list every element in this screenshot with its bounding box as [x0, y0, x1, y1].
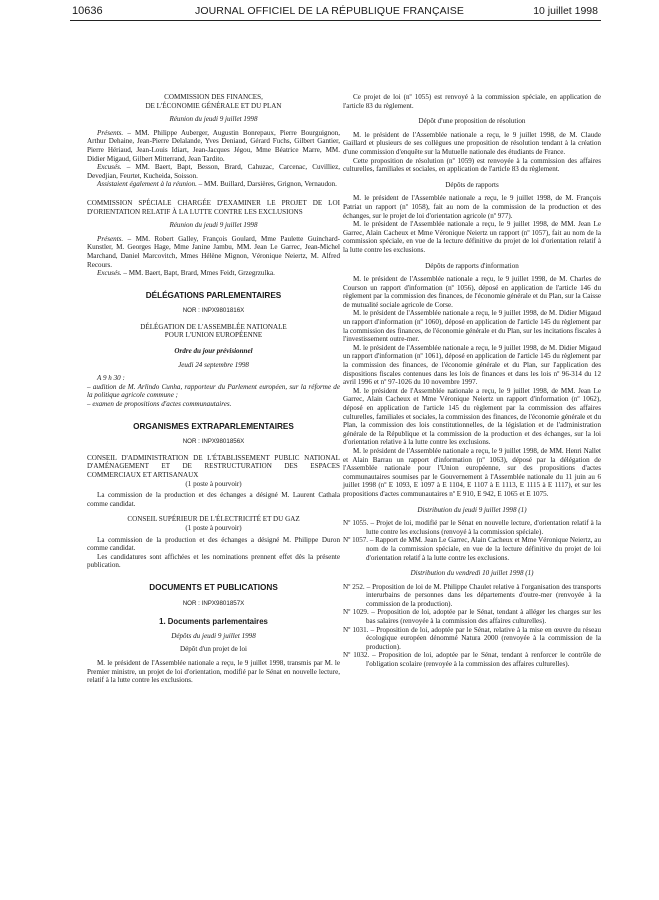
commission-title: DE L'ÉCONOMIE GÉNÉRALE ET DU PLAN	[145, 101, 282, 110]
distribution-item	[343, 536, 601, 562]
section-heading: DÉLÉGATIONS PARLEMENTAIRES	[145, 290, 282, 300]
right-column	[343, 93, 601, 669]
presents-list: – MM. Philippe Auberger, Augustin Bonrepaux, Pierre Bourguignon, Arthur Dehaine, Jean-Pierre Delalande, Yves Deniaud, Gérard Fuchs, Gilbert Gantier, Pierre Hériaud, Jean-Louis Idiart, Jean-Jacques Jégou, Mme Béatrice Marre, MM. Didier Migaud, Gilbert Mitterrand, Jean Tardito.	[87, 128, 340, 163]
subsection-heading: 1. Documents parlementaires	[159, 617, 268, 627]
excuses-paragraph	[87, 163, 340, 180]
nor-reference: NOR : INPX9801857X	[182, 599, 245, 607]
agenda-item: – examen de propositions d'actes communautaires.	[87, 400, 232, 409]
commission-title: COMMISSION SPÉCIALE CHARGÉE D'EXAMINER LE PROJET DE LOI D'ORIENTATION RELATIF À LA LUTTE CONTRE LES EXCLUSIONS	[87, 198, 340, 216]
page-number: 10636	[72, 5, 103, 17]
presents-paragraph	[87, 235, 340, 269]
presents-label: Présents.	[97, 234, 124, 243]
agenda-time: A 9 h 30 :	[97, 374, 125, 383]
distribution-number: Nº 1032.	[343, 651, 370, 660]
distribution-item	[343, 583, 601, 609]
distribution-number: Nº 1031.	[343, 625, 369, 634]
rapport-info-text: M. le président de l'Assemblée nationale a reçu, le 9 juillet 1998, de M. Didier Migaud un rapport d'information (nº 1060), déposé en application de l'article 145 du règlement par la commission des finances, de l'économie générale et du Plan, sur les incitations fiscales à l'investissement outre-mer.	[343, 309, 601, 344]
presents-list: – MM. Robert Galley, François Goulard, Mme Paulette Guinchard-Kunstler, M. Georges Hage, Mme Janine Jambu, MM. Jean Le Garrec, Jean-Michel Marchand, Daniel Marcovitch, Mmes Hélène Mignon, Véronique Neiertz, M. Alfred Recours.	[87, 234, 340, 269]
assistaient-list: – MM. Buillard, Darsières, Grignon, Vernaudon.	[196, 180, 337, 189]
rapport-info-text: M. le président de l'Assemblée nationale a reçu, le 9 juillet 1998, de MM. Henri Nallet et Alain Barrau un rapport d'information (nº 1063), déposé par la délégation de l'Assemblée nationale pour l'Union européenne, sur des propositions d'actes communautaires soumises par le Gouvernement à l'Assemblée nationale du 11 juin au 6 juillet 1998 (nº E 1093, E 1097 à E 1104, E 1107 à E 1113, E 1115 à E 1117), et sur les propositions d'actes communautaires nº E 910, E 942, E 1065 et E 1075.	[343, 446, 601, 498]
excuses-paragraph	[87, 269, 340, 278]
distribution-text: – Rapport de MM. Jean Le Garrec, Alain Cacheux et Mme Véronique Neiertz, au nom de la commission spéciale, en vue de la lecture définitive du projet de loi d'orientation relatif à la lutte contre les exclusions.	[366, 536, 601, 562]
issue-date: 10 juillet 1998	[533, 5, 598, 17]
distribution-item	[343, 626, 601, 652]
depot-text: M. le président de l'Assemblée nationale a reçu, le 9 juillet 1998, transmis par M. le Premier ministre, un projet de loi d'orientation, modifié par le Sénat en nouvelle lecture, relatif à la lutte contre les exclusions.	[87, 658, 340, 685]
conseil-title: CONSEIL D'ADMINISTRATION DE L'ÉTABLISSEMENT PUBLIC NATIONAL D'AMÉNAGEMENT ET DE RESTRUCTURATION DES ESPACES COMMERCIAUX ET ARTISANAUX	[87, 453, 340, 479]
depot-title: Dépôts de rapports d'information	[425, 261, 519, 270]
distribution-number: Nº 1029.	[343, 608, 369, 617]
conseil-title: CONSEIL SUPÉRIEUR DE L'ÉLECTRICITÉ ET DU GAZ	[127, 515, 300, 524]
excuses-list: – MM. Baert, Bapt, Brard, Mmes Feidt, Grzegrzulka.	[121, 269, 275, 278]
depots-date: Dépôts du jeudi 9 juillet 1998	[171, 631, 256, 640]
rapport-info-text: M. le président de l'Assemblée nationale a reçu, le 9 juillet 1998, de M. Charles de Courson un rapport d'information (nº 1056), déposé en application de l'article 146 du règlement par la commission des finances, de l'économie générale et du Plan, sur la Caisse de mutualité sociale agricole de Corse.	[343, 275, 601, 309]
distribution-number: Nº 252.	[343, 582, 365, 591]
distribution-text: – Proposition de loi de M. Philippe Chaulet relative à l'organisation des transports interurbains de personnes dans les départements d'outre-mer (renvoyée à la commission de la production).	[366, 582, 601, 608]
meeting-date: Réunion du jeudi 9 juillet 1998	[169, 221, 258, 230]
distribution-item	[343, 519, 601, 536]
agenda-date: Jeudi 24 septembre 1998	[178, 360, 249, 369]
assistaient-paragraph	[87, 180, 340, 189]
renvoi-text: Ce projet de loi (nº 1055) est renvoyé à la commission spéciale, en application de l'article 83 du règlement.	[343, 93, 601, 110]
designation-text: La commission de la production et des échanges a désigné M. Philippe Duron comme candidat.	[87, 535, 340, 553]
distribution-text: – Proposition de loi, adoptée par le Sénat, tendant à renforcer le contrôle de l'obligation scolaire (renvoyée à la commission des affaires culturelles).	[366, 651, 602, 669]
section-heading: ORGANISMES EXTRAPARLEMENTAIRES	[133, 421, 294, 431]
meeting-date: Réunion du jeudi 9 juillet 1998	[169, 115, 258, 124]
journal-title: JOURNAL OFFICIEL DE LA RÉPUBLIQUE FRANÇAISE	[195, 5, 464, 17]
rapport-text: M. le président de l'Assemblée nationale a reçu, le 9 juillet 1998, de M. François Patriat un rapport (nº 1058), fait au nom de la commission de la production et des échanges, sur le projet de loi d'orientation agricole (nº 977).	[343, 194, 601, 220]
distribution-number: Nº 1055.	[343, 519, 369, 528]
assistaient-label: Assistaient également à la réunion.	[97, 180, 197, 189]
excuses-label: Excusés.	[97, 163, 122, 172]
candidatures-note: Les candidatures sont affichées et les nominations prennent effet dès la présente publication.	[87, 552, 340, 570]
distribution-item	[343, 651, 601, 668]
distribution-item	[343, 608, 601, 625]
nor-reference: NOR : INPX9801816X	[182, 307, 245, 315]
depot-title: Dépôts de rapports	[445, 180, 499, 189]
delegation-title: POUR L'UNION EUROPÉENNE	[164, 331, 263, 340]
section-heading: DOCUMENTS ET PUBLICATIONS	[149, 582, 278, 592]
rapport-info-text: M. le président de l'Assemblée nationale a reçu, le 9 juillet 1998, de M. Didier Migaud un rapport d'information (nº 1061), déposé en application de l'article 145 du règlement par la commission des finances, de l'économie générale et du Plan, sur l'application des dispositions fiscales contenues dans les lois de finances et dans les lois nº 96-314 du 12 avril 1996 et nº 97-1026 du 10 novembre 1997.	[343, 343, 601, 387]
presents-label: Présents.	[97, 128, 124, 137]
depot-title: Dépôt d'une proposition de résolution	[418, 117, 526, 126]
distribution-title: Distribution du vendredi 10 juillet 1998 (1)	[410, 569, 534, 578]
distribution-text: – Proposition de loi, adoptée par le Sénat, tendant à alléger les charges sur les bas salaires (renvoyée à la commission des affaires culturelles).	[366, 608, 601, 626]
depot-title: Dépôt d'un projet de loi	[179, 645, 248, 654]
resolution-renvoi: Cette proposition de résolution (nº 1059) est renvoyée à la commission des affaires culturelles, familiales et sociales, en application de l'article 83 du règlement.	[343, 156, 601, 174]
poste-count: (1 poste à pourvoir)	[185, 479, 242, 488]
nor-reference: NOR : INPX9801856X	[182, 438, 245, 446]
commission-title: COMMISSION DES FINANCES,	[164, 93, 263, 101]
designation-text: La commission de la production et des échanges a désigné M. Laurent Cathala comme candidat.	[87, 491, 340, 508]
delegation-title: DÉLÉGATION DE L'ASSEMBLÉE NATIONALE	[140, 322, 287, 331]
presents-paragraph	[87, 129, 340, 163]
header-rule	[70, 20, 601, 21]
poste-count: (1 poste à pourvoir)	[185, 523, 242, 532]
resolution-text: M. le président de l'Assemblée nationale a reçu, le 9 juillet 1998, de M. Claude Gaillard et plusieurs de ses collègues une proposition de résolution tendant à la création d'une commission d'enquête sur la Mutuelle nationale des étudiants de France.	[343, 130, 601, 156]
rapport-text: M. le président de l'Assemblée nationale a reçu, le 9 juillet 1998, de MM. Jean Le Garrec, Alain Cacheux et Mme Véronique Neiertz un rapport (nº 1057), fait au nom de la commission spéciale, en vue de la lecture définitive du projet de loi d'orientation relatif à la lutte contre les exclusions.	[343, 220, 601, 254]
excuses-label: Excusés.	[97, 269, 122, 278]
excuses-list: – MM. Baert, Bapt, Besson, Brard, Cahuzac, Carcenac, Cuvilliez, Devedjian, Feurtet, Kucheida, Soisson.	[87, 163, 340, 180]
rapport-info-text: M. le président de l'Assemblée nationale a reçu, le 9 juillet 1998, de MM. Jean Le Garrec, Alain Cacheux et Mme Véronique Neiertz un rapport d'information (nº 1062), déposé en application de l'article 145 du règlement par la commission des affaires culturelles, familiales et sociales, la commission des finances, de l'économie générale et du Plan, la commission des lois constitutionnelles, de la législation et de l'administration générale de la République et la commission de la production et des échanges, sur la loi d'orientation relative à la lutte contre les exclusions.	[343, 386, 601, 447]
agenda-item: – audition de M. Arlindo Cunha, rapporteur du Parlement européen, sur la réforme de la politique agricole commune ;	[87, 382, 340, 400]
distribution-number: Nº 1057.	[343, 536, 369, 545]
distribution-text: – Projet de loi, modifié par le Sénat en nouvelle lecture, d'orientation relatif à la lutte contre les exclusions (renvoyé à la commission spéciale).	[366, 519, 602, 536]
page-header	[0, 0, 659, 22]
left-column	[87, 93, 340, 685]
agenda-title: Ordre du jour prévisionnel	[174, 347, 253, 356]
distribution-text: – Proposition de loi, adoptée par le Sénat, relative à la mise en œuvre du réseau écologique européen dénommé Natura 2000 (renvoyée à la commission de la production).	[366, 625, 602, 651]
distribution-title: Distribution du jeudi 9 juillet 1998 (1)	[417, 505, 527, 514]
